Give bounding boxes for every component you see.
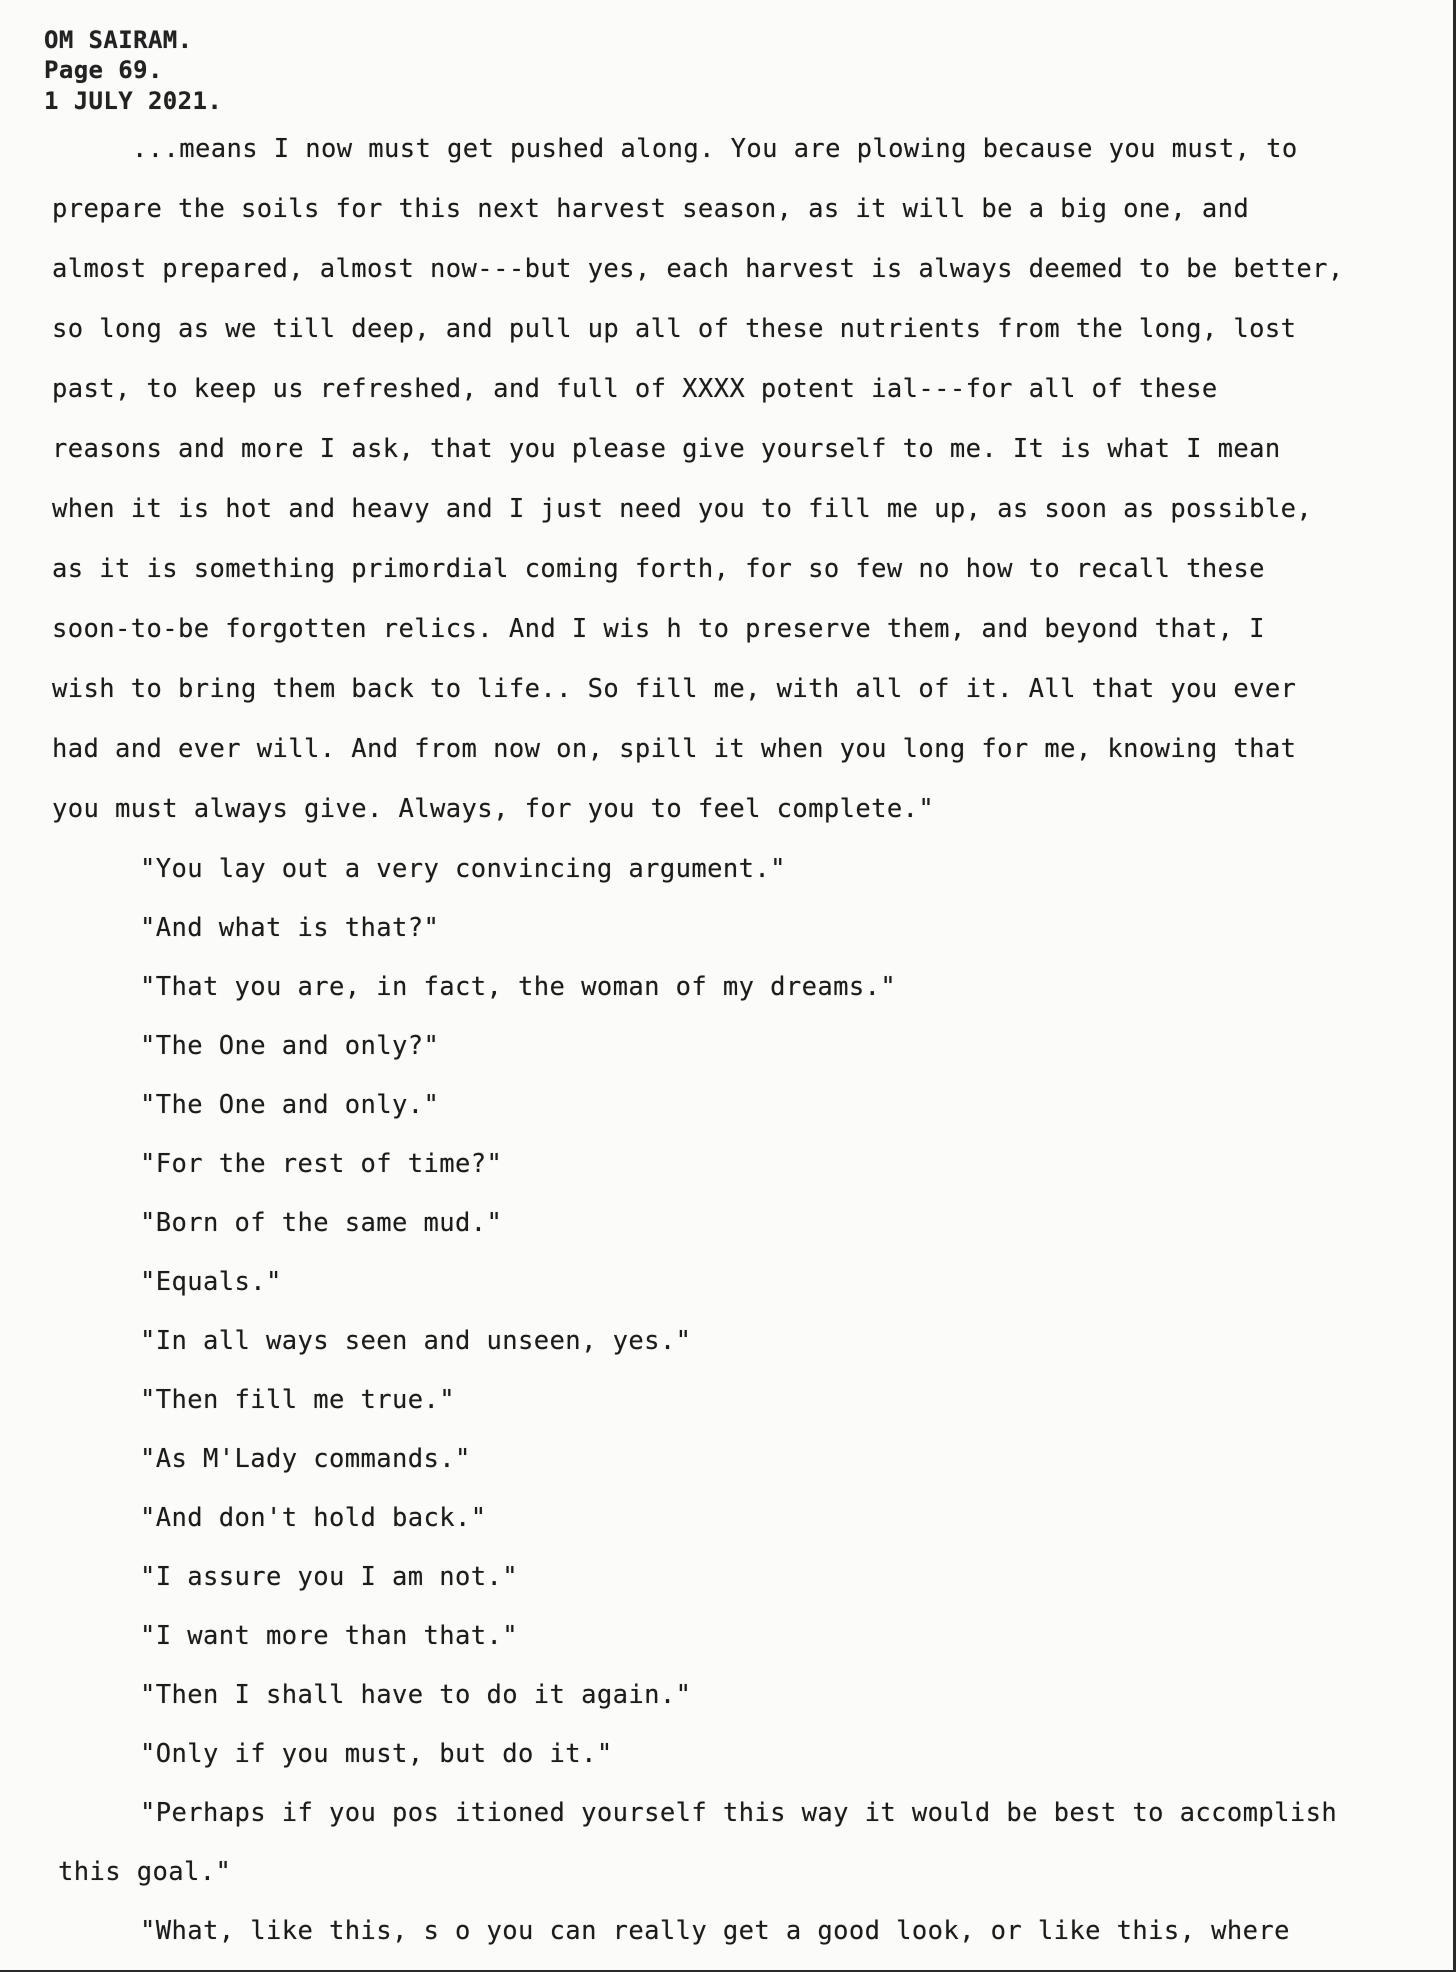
text-line: "What, like this, s o you can really get a good look, or like this, where (140, 1916, 1290, 1946)
text-line: ...means I now must get pushed along. You are plowing because you must, to (132, 134, 1298, 164)
dialogue-line: "That you are, in fact, the woman of my dreams." (140, 972, 897, 1002)
dialogue-line: "Then I shall have to do it again." (140, 1680, 692, 1710)
text-line: you must always give. Always, for you to feel complete." (52, 794, 935, 824)
header-page-number: Page 69. (44, 56, 163, 84)
dialogue-line: "Then fill me true." (140, 1385, 456, 1415)
dialogue-line: "You lay out a very convincing argument." (140, 854, 786, 884)
text-line: when it is hot and heavy and I just need you to fill me up, as soon as possible, (52, 494, 1313, 524)
dialogue-line: "Only if you must, but do it." (140, 1739, 613, 1769)
dialogue-line: "The One and only?" (140, 1031, 440, 1061)
text-line: this goal." (58, 1857, 232, 1887)
dialogue-line: "Born of the same mud." (140, 1208, 503, 1238)
text-line: soon-to-be forgotten relics. And I wis h to preserve them, and beyond that, I (52, 614, 1265, 644)
text-line: prepare the soils for this next harvest season, as it will be a big one, and (52, 194, 1250, 224)
dialogue-line: "For the rest of time?" (140, 1149, 503, 1179)
dialogue-line: "And don't hold back." (140, 1503, 487, 1533)
dialogue-line: "And what is that?" (140, 913, 440, 943)
text-line: almost prepared, almost now---but yes, each harvest is always deemed to be better, (52, 254, 1344, 284)
header-date: 1 JULY 2021. (44, 87, 223, 115)
dialogue-line: "I assure you I am not." (140, 1562, 519, 1592)
text-line: as it is something primordial coming forth, for so few no how to recall these (52, 554, 1265, 584)
dialogue-line: "In all ways seen and unseen, yes." (140, 1326, 692, 1356)
text-line: reasons and more I ask, that you please give yourself to me. It is what I mean (52, 434, 1281, 464)
text-line: wish to bring them back to life.. So fill me, with all of it. All that you ever (52, 674, 1297, 704)
text-line: past, to keep us refreshed, and full of XXXX potent ial---for all of these (52, 374, 1218, 404)
dialogue-line: "As M'Lady commands." (140, 1444, 471, 1474)
dialogue-line: "Equals." (140, 1267, 282, 1297)
header-blessing: OM SAIRAM. (44, 26, 193, 54)
dialogue-line: "The One and only." (140, 1090, 440, 1120)
text-line: so long as we till deep, and pull up all of these nutrients from the long, lost (52, 314, 1297, 344)
dialogue-line: "I want more than that." (140, 1621, 519, 1651)
text-line: "Perhaps if you pos itioned yourself this way it would be best to accomplish (140, 1798, 1338, 1828)
text-line: had and ever will. And from now on, spill it when you long for me, knowing that (52, 734, 1297, 764)
